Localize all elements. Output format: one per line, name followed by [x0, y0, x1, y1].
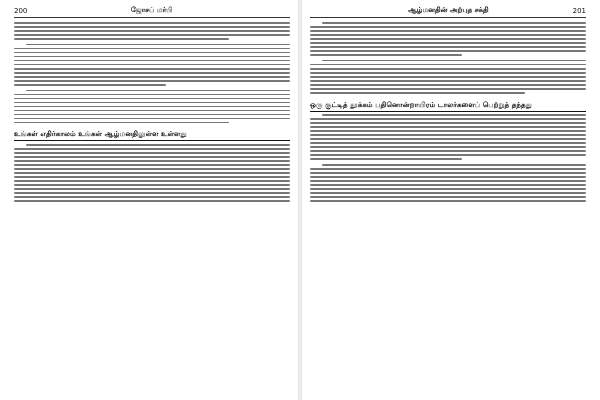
text-line	[14, 188, 290, 190]
text-line	[14, 118, 290, 120]
text-line	[14, 64, 290, 66]
right-paragraph-4	[310, 164, 586, 202]
text-line	[310, 158, 462, 160]
text-line	[310, 64, 586, 66]
text-line	[310, 154, 586, 156]
text-line	[14, 110, 290, 112]
text-line	[310, 196, 586, 198]
text-line	[14, 160, 290, 162]
text-line	[14, 200, 290, 202]
text-line	[26, 144, 290, 146]
text-line	[14, 94, 290, 96]
text-line	[310, 192, 586, 194]
text-line	[14, 56, 290, 58]
right-page-number: 201	[572, 6, 586, 15]
text-line	[310, 54, 462, 56]
text-line	[322, 114, 586, 116]
text-line	[14, 180, 290, 182]
text-line	[310, 26, 586, 28]
right-page	[300, 0, 600, 400]
text-line	[310, 42, 586, 44]
text-line	[14, 176, 290, 178]
text-line	[310, 200, 586, 202]
right-paragraph-2	[310, 60, 586, 94]
left-paragraph-4	[14, 144, 290, 202]
left-section-heading: உங்கள் எதிர்காலம் உங்கள் ஆழ்மனதிலுள்ள உள்ளது	[14, 129, 290, 141]
text-line	[310, 142, 586, 144]
right-section-heading: ஒரு குட்டித் தூக்கம் பதினொன்றாயிரம் டாலர்களைப் பெற்றுத் தந்தது	[310, 100, 586, 112]
text-line	[310, 30, 586, 32]
text-line	[14, 68, 290, 70]
text-line	[14, 172, 290, 174]
text-line	[14, 84, 166, 86]
left-paragraph-3	[14, 90, 290, 124]
text-line	[14, 196, 290, 198]
left-page-number: 200	[14, 6, 28, 15]
text-line	[310, 50, 586, 52]
text-line	[310, 180, 586, 182]
text-line	[310, 146, 586, 148]
text-line	[14, 148, 290, 150]
text-line	[14, 72, 290, 74]
text-line	[14, 122, 229, 124]
text-line	[310, 134, 586, 136]
text-line	[310, 188, 586, 190]
text-line	[14, 34, 290, 36]
text-line	[14, 114, 290, 116]
text-line	[310, 68, 586, 70]
text-line	[14, 76, 290, 78]
text-line	[14, 156, 290, 158]
text-line	[14, 60, 290, 62]
left-paragraph-2	[14, 44, 290, 86]
text-line	[310, 168, 586, 170]
text-line	[14, 22, 290, 24]
text-line	[322, 22, 586, 24]
right-page-header	[310, 6, 586, 18]
text-line	[14, 106, 290, 108]
text-line	[14, 168, 290, 170]
text-line	[310, 176, 586, 178]
text-line	[310, 88, 586, 90]
text-line	[310, 72, 586, 74]
text-line	[14, 98, 290, 100]
text-line	[310, 118, 586, 120]
right-paragraph-3	[310, 114, 586, 160]
text-line	[310, 38, 586, 40]
text-line	[310, 76, 586, 78]
text-line	[26, 90, 290, 92]
right-paragraph-1	[310, 22, 586, 56]
text-line	[14, 184, 290, 186]
text-line	[14, 48, 290, 50]
text-line	[322, 60, 586, 62]
text-line	[14, 30, 290, 32]
text-line	[14, 164, 290, 166]
left-page-header	[14, 6, 290, 18]
text-line	[14, 80, 290, 82]
text-line	[14, 52, 290, 54]
text-line	[14, 152, 290, 154]
text-line	[310, 150, 586, 152]
text-line	[310, 138, 586, 140]
text-line	[310, 184, 586, 186]
text-line	[310, 80, 586, 82]
text-line	[310, 34, 586, 36]
right-running-title: ஆழ்மனதின் அற்புத சக்தி	[407, 6, 489, 14]
text-line	[310, 130, 586, 132]
text-line	[14, 38, 229, 40]
text-line	[310, 84, 586, 86]
text-line	[310, 172, 586, 174]
text-line	[14, 102, 290, 104]
left-paragraph-1	[14, 22, 290, 40]
text-line	[14, 192, 290, 194]
text-line	[322, 164, 586, 166]
text-line	[310, 46, 586, 48]
text-line	[14, 26, 290, 28]
left-running-title: ஜோசப் மர்பி	[130, 6, 173, 14]
text-line	[310, 92, 525, 94]
text-line	[26, 44, 290, 46]
text-line	[310, 126, 586, 128]
text-line	[310, 122, 586, 124]
